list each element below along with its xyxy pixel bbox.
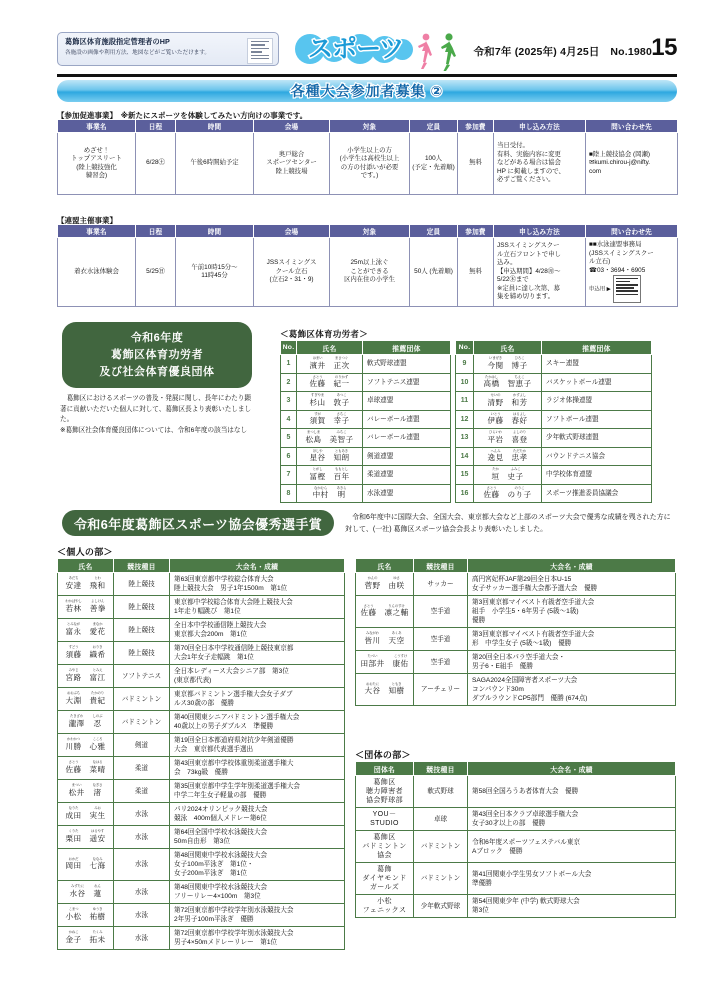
table-row (281, 392, 451, 411)
individual-rows-right (356, 573, 676, 706)
merit-pill-line-3: 及び社会体育優良団体 (99, 365, 215, 378)
cell-result: 令和6年度スポーツフェステバル東京 Aブロック 優勝 (468, 831, 676, 863)
cell-sport: バドミントン (114, 688, 170, 711)
cell-org: 剣道連盟 (363, 447, 451, 466)
cell-result: SAGA2024全国障害者スポーツ大会 コンパウンド30m ダブルラウンドCP5部門 優勝 (674点) (468, 674, 676, 706)
table-row (281, 373, 451, 392)
cell-no: 11 (456, 392, 474, 411)
cell-team-name: 葛飾区 聴力障害者 協会野球部 (356, 776, 414, 808)
col-no: No. (281, 341, 297, 355)
cell-date: 6/28㊏ (136, 133, 176, 195)
cell-name: まつい 松井 なぎさ 渚 (58, 780, 114, 803)
cell-event-name: めざせ！ トップアスリート (陸上競技強化 練習会) (58, 133, 136, 195)
table-row (58, 642, 345, 665)
cell-no: 1 (281, 355, 297, 374)
col-result: 大会名・成績 (468, 762, 676, 776)
cell-sport: バドミントン (114, 711, 170, 734)
table-row (356, 895, 676, 918)
cell-result: 東京都中学校総合体育大会陸上競技大会 1年走り幅跳び 第1位 (170, 596, 345, 619)
contact-text: ■■水泳連盟事務局 (JSSスイミングスクー ル立石) ☎03・3694・6905 (589, 241, 654, 274)
cell-result: 高円宮妃杯JAF第29回全日本U‐15 女子サッカー選手権大会都予選大会 優勝 (468, 573, 676, 596)
cell-result: 第35回東京都中学生学年別柔道選手権大会 中学二年生女子軽量の部 優勝 (170, 780, 345, 803)
masthead (0, 28, 707, 76)
cell-target: 小学生以上の方 (小学生は高校生以上 の方の付添いが必要 です。) (330, 133, 410, 195)
table-header-row (58, 120, 678, 133)
merit-body-text: 葛飾区におけるスポーツの普及・発展に関し、長年にわたり顕著に貢献いただいた個人に対して、葛飾区長より表彰いたしました。 ※葛飾区社会体育優良団体については、令和6年度の該当はなし (60, 395, 252, 434)
cell-result: 第3回東京都マイベスト有級者空手道大会 組手 小学生5・6年男子 (5級～1級) 優勝 (468, 596, 676, 628)
cell-org: 卓球連盟 (363, 392, 451, 411)
team-table (355, 761, 676, 918)
col-result: 大会名・成績 (468, 559, 676, 573)
cell-sport: 空手道 (414, 651, 468, 674)
cell-name: なかむら 中村 あきら 明 (297, 484, 363, 503)
cell-contact[interactable] (586, 238, 678, 307)
section-banner (57, 80, 677, 102)
award-pill-heading (62, 510, 334, 536)
cell-no: 14 (456, 447, 474, 466)
table-row (58, 757, 345, 780)
cell-result: 全日本レディース大会シニア部 第3位 (東京都代表) (170, 665, 345, 688)
table-row (58, 734, 345, 757)
cell-result: 第41回関東小学生男女ソフトボール大会 準優勝 (468, 863, 676, 895)
cell-sport: 空手道 (414, 596, 468, 628)
col-venue: 会場 (254, 225, 330, 238)
cell-result: 第19回全日本都道府県対抗少年剣道優勝 大会 東京都代表選手選出 (170, 734, 345, 757)
table-row (456, 429, 652, 448)
cell-name: みずたに 水谷 れん 蓮 (58, 881, 114, 904)
cell-name: たかはし 高橋 ちえこ 智恵子 (474, 373, 542, 392)
cell-apply: JSSスイミングスクー ル立石フロントで申し 込み。 【申込期間】4/28㊊～ 5/22㊍まで ※定員に達し次第、募 集を締め切ります。 (494, 238, 586, 307)
cell-sport: 卓球 (414, 808, 468, 831)
individual-table-left (57, 558, 345, 950)
cell-result: 第54回関東少年 (中学) 軟式野球大会 第3位 (468, 895, 676, 918)
cell-name: たか 垣 ふみこ 史子 (474, 466, 542, 485)
cell-sport: 水泳 (114, 826, 170, 849)
cell-name: みやじ 宮路 とみえ 富江 (58, 665, 114, 688)
merit-pill-line-2: 葛飾区体育功労者 (111, 348, 203, 361)
cell-name: せいの 清野 かずよし 和芳 (474, 392, 542, 411)
cell-sport: 空手道 (414, 628, 468, 651)
col-target: 対象 (330, 225, 410, 238)
cell-capacity: 50人 (先着順) (410, 238, 458, 307)
table-row (58, 927, 345, 950)
cell-name: さとう 佐藤 のりこ のり子 (474, 484, 542, 503)
table-row (356, 674, 676, 706)
table-row (58, 803, 345, 826)
hp-title: 葛飾区体育施設指定管理者のHP (65, 37, 170, 46)
cell-name: たきざわ 瀧澤 しのぶ 忍 (58, 711, 114, 734)
event-table-promotion (57, 119, 678, 195)
cell-org: ラジオ体操連盟 (542, 392, 652, 411)
runner-icon-pink (415, 32, 437, 70)
merit-pill-heading (62, 322, 252, 388)
table-row (356, 651, 676, 674)
table-row (281, 484, 451, 503)
cell-sport: バドミントン (414, 863, 468, 895)
table-header-row (281, 341, 451, 355)
cell-contact[interactable]: ■陸上競技協会 (岡瀬) ✉kumi.chirou-j@nifty. com (586, 133, 678, 195)
table-row (456, 410, 652, 429)
issue-date: 令和7年 (2025年) 4月25日 No.1980 (473, 46, 652, 58)
col-name: 氏名 (297, 341, 363, 355)
col-venue: 会場 (254, 120, 330, 133)
cell-result: 第20回全日本パラ空手道大会・ 男子6・E組手 優勝 (468, 651, 676, 674)
cell-name: くりた 栗田 はるやす 遥安 (58, 826, 114, 849)
cell-name: かんの 菅野 ゆさ 由咲 (356, 573, 414, 596)
qr-code-icon (247, 38, 273, 64)
col-result: 大会名・成績 (170, 559, 345, 573)
individual-section-title: ＜個人の部＞ (57, 547, 113, 557)
team-rows (356, 776, 676, 918)
cell-name: おおぶち 大淵 たかのり 貴紀 (58, 688, 114, 711)
cell-team-name: 小松 フェニックス (356, 895, 414, 918)
cell-name: おかだ 岡田 ななみ 七海 (58, 849, 114, 881)
col-apply: 申し込み方法 (494, 225, 586, 238)
cell-name: こまつ 小松 ゆうき 祐樹 (58, 904, 114, 927)
table-row (456, 392, 652, 411)
award-body-text: 令和6年度中に国際大会、全国大会、東京都大会など上部のスポーツ大会で優秀な成績を残された方に対して、(一社) 葛飾区スポーツ協会会長より表彰いたしました。 (345, 514, 671, 533)
cell-sport: 陸上競技 (114, 642, 170, 665)
cell-no: 2 (281, 373, 297, 392)
table-row (281, 466, 451, 485)
cell-org: バレーボール連盟 (363, 410, 451, 429)
individual-table-right (355, 558, 676, 706)
merit-table-left (280, 340, 451, 503)
cell-event-name: 着衣水泳体験会 (58, 238, 136, 307)
col-capacity: 定員 (410, 120, 458, 133)
cell-sport: 軟式野球 (414, 776, 468, 808)
cell-result: 第70回全日本中学校通信陸上競技東京都 大会1年女子走幅跳 第1位 (170, 642, 345, 665)
cell-fee: 無料 (458, 133, 494, 195)
col-sport: 競技種目 (414, 559, 468, 573)
col-time: 時間 (176, 225, 254, 238)
cell-sport: 陸上競技 (114, 596, 170, 619)
cell-name: へんみ 逸見 ただたか 忠孝 (474, 447, 542, 466)
cell-result: 第72回東京都中学校学年別水泳競技大会 男子4×50mメドレーリレー 第1位 (170, 927, 345, 950)
table-row (356, 628, 676, 651)
cell-sport: 水泳 (114, 881, 170, 904)
cell-sport: サッカー (414, 573, 468, 596)
cell-no: 12 (456, 410, 474, 429)
cell-no: 13 (456, 429, 474, 448)
cell-sport: 水泳 (114, 927, 170, 950)
table-row (281, 410, 451, 429)
cell-name: みながわ 皆川 あくあ 天空 (356, 628, 414, 651)
table-row (58, 826, 345, 849)
cell-result: 第64回全国中学校水泳競技大会 50m自由形 第3位 (170, 826, 345, 849)
table-header-row (58, 225, 678, 238)
cell-org: 水泳連盟 (363, 484, 451, 503)
merit-table-right (455, 340, 652, 503)
cell-org: スキー連盟 (542, 355, 652, 374)
cell-sport: 柔道 (114, 757, 170, 780)
col-sport: 競技種目 (114, 559, 170, 573)
cell-name: ひらいわ 平岩 よしのり 喜登 (474, 429, 542, 448)
table-row (58, 849, 345, 881)
col-time: 時間 (176, 120, 254, 133)
cell-org: 柔道連盟 (363, 466, 451, 485)
cell-team-name: 葛飾区 バドミントン 協会 (356, 831, 414, 863)
cell-sport: 水泳 (114, 904, 170, 927)
table-row (356, 776, 676, 808)
cell-no: 16 (456, 484, 474, 503)
table-row (281, 355, 451, 374)
cell-no: 9 (456, 355, 474, 374)
cell-name: いまぜき 今関 ひろこ 博子 (474, 355, 542, 374)
cell-name: かねこ 金子 たくみ 拓未 (58, 927, 114, 950)
col-event-name: 事業名 (58, 120, 136, 133)
cell-capacity: 100人 (予定・先着順) (410, 133, 458, 195)
table-header-row (356, 762, 676, 776)
cell-name: さとう 佐藤 りんのすけ 凛之輔 (356, 596, 414, 628)
table-row (456, 355, 652, 374)
merit-rows-left (281, 355, 451, 503)
table-row (58, 619, 345, 642)
cell-sport: バドミントン (414, 831, 468, 863)
cell-result: 第3回東京都マイベスト有級者空手道大会 形 中学生女子 (5級～1級) 優勝 (468, 628, 676, 651)
cell-name: すが 須賀 さちこ 幸子 (297, 410, 363, 429)
cell-no: 15 (456, 466, 474, 485)
cell-no: 8 (281, 484, 297, 503)
col-org: 推薦団体 (363, 341, 451, 355)
cell-org: 中学校体育連盟 (542, 466, 652, 485)
cell-no: 4 (281, 410, 297, 429)
cell-sport: 少年軟式野球 (414, 895, 468, 918)
qr-caption: 申込⽤ ▶ (589, 286, 611, 293)
cell-venue: JSSスイミングス クール立石 (立石2・31・9) (254, 238, 330, 307)
cell-name: たべい 田部井 こうすけ 康佑 (356, 651, 414, 674)
col-target: 対象 (330, 120, 410, 133)
cell-sport: 陸上競技 (114, 619, 170, 642)
logo-text: スポーツ (307, 35, 403, 63)
sports-logo (293, 28, 418, 70)
cell-name: すどう 須藤 おりき 織希 (58, 642, 114, 665)
table-row (58, 238, 678, 307)
cell-result: 東京都バドミントン選手権大会女子ダブ ルス30歳の部 優勝 (170, 688, 345, 711)
table-row (281, 447, 451, 466)
event-table-1-label: 【参加促進事業】 ※新たにスポーツを体験してみたい方向けの事業です。 (57, 111, 308, 120)
table-row (58, 596, 345, 619)
cell-name: ほしや 星谷 ともあき 知朗 (297, 447, 363, 466)
merit-rows-right (456, 355, 652, 503)
cell-name: わかばやし 若林 よしけん 善拳 (58, 596, 114, 619)
cell-no: 5 (281, 429, 297, 448)
section-banner-title: 各種大会参加者募集 ② (290, 83, 444, 99)
cell-apply: 当日受付。 有料、実施内容に変更 などがある場合は協会 HP に掲載しますので、 必ずご覧ください。 (494, 133, 586, 195)
cell-name: とがし 冨樫 ももとし 百年 (297, 466, 363, 485)
table-row (58, 133, 678, 195)
table-row (58, 780, 345, 803)
cell-sport: アーチェリー (414, 674, 468, 706)
cell-sport: ソフトテニス (114, 665, 170, 688)
cell-org: バスケットボール連盟 (542, 373, 652, 392)
event-table-2-label: 【連盟主催事業】 (57, 216, 117, 225)
cell-venue: 奥戸総合 スポーツセンター 陸上競技場 (254, 133, 330, 195)
table-header-row (58, 559, 345, 573)
table-row (58, 688, 345, 711)
col-no: No. (456, 341, 474, 355)
table-row (58, 711, 345, 734)
cell-sport: 剣道 (114, 734, 170, 757)
table-row (456, 373, 652, 392)
table-row (456, 466, 652, 485)
award-pill-label: 令和6年度葛飾区スポーツ協会優秀選手賞 (73, 516, 323, 532)
col-contact: 問い合わせ先 (586, 225, 678, 238)
cell-no: 6 (281, 447, 297, 466)
cell-org: ソフトボール連盟 (542, 410, 652, 429)
cell-team-name: YOU－ STUDIO (356, 808, 414, 831)
cell-sport: 柔道 (114, 780, 170, 803)
merit-pill-line-1: 令和6年度 (130, 331, 184, 344)
cell-sport: 水泳 (114, 803, 170, 826)
table-row (281, 429, 451, 448)
runner-icon-green (437, 32, 461, 72)
table-row (58, 904, 345, 927)
individual-rows-left (58, 573, 345, 950)
table-row (456, 484, 652, 503)
cell-name: さとう 佐藤 のりかず 紀一 (297, 373, 363, 392)
col-event-name: 事業名 (58, 225, 136, 238)
event-table-federation (57, 224, 678, 307)
cell-result: 第58回全国ろうあ者体育大会 優勝 (468, 776, 676, 808)
table-row (456, 447, 652, 466)
cell-org: スポーツ推進委員協議会 (542, 484, 652, 503)
cell-team-name: 葛飾 ダイヤモンド ガールズ (356, 863, 414, 895)
cell-name: いとう 伊藤 はるよし 春好 (474, 410, 542, 429)
cell-name: まつしま 松島 みちこ 美智子 (297, 429, 363, 448)
cell-sport: 水泳 (114, 849, 170, 881)
table-row (356, 808, 676, 831)
cell-result: 第48回関東中学校水泳競技大会 フリーリレー4×100m 第3位 (170, 881, 345, 904)
table-row (356, 596, 676, 628)
cell-sport: 陸上競技 (114, 573, 170, 596)
table-row (58, 573, 345, 596)
cell-result: 第48回関東中学校水泳競技大会 女子100m平泳ぎ 第1位・ 女子200m平泳ぎ 第1位 (170, 849, 345, 881)
table-row (356, 863, 676, 895)
cell-org: バウンドテニス協会 (542, 447, 652, 466)
merit-table-title: ＜葛飾区体育功労者＞ (280, 329, 369, 339)
col-team-name: 団体名 (356, 762, 414, 776)
cell-result: 第63回東京都中学校総合体育大会 陸上競技大会 男子1年1500m 第1位 (170, 573, 345, 596)
cell-date: 5/25㊐ (136, 238, 176, 307)
cell-result: 全日本中学校通信陸上競技大会 東京都大会200m 第1位 (170, 619, 345, 642)
cell-org: ソフトテニス連盟 (363, 373, 451, 392)
col-fee: 参加費 (458, 225, 494, 238)
col-name: 氏名 (58, 559, 114, 573)
col-fee: 参加費 (458, 120, 494, 133)
col-org: 推薦団体 (542, 341, 652, 355)
cell-name: とみなが 富永 まなか 愛花 (58, 619, 114, 642)
cell-name: はまい 濱井 まさつぐ 正次 (297, 355, 363, 374)
table-header-row (356, 559, 676, 573)
cell-time: 午前10時15分～ 11時45分 (176, 238, 254, 307)
cell-name: さとう 佐藤 なはる 菜晴 (58, 757, 114, 780)
cell-org: バレーボール連盟 (363, 429, 451, 448)
col-capacity: 定員 (410, 225, 458, 238)
page-number: 15 (651, 34, 677, 61)
cell-result: 第72回東京都中学校学年別水泳競技大会 2年男子100m平泳ぎ 優勝 (170, 904, 345, 927)
col-contact: 問い合わせ先 (586, 120, 678, 133)
col-date: 日程 (136, 120, 176, 133)
cell-result: 第43回東京都中学校体重別柔道選手権大 会 73kg級 優勝 (170, 757, 345, 780)
cell-no: 3 (281, 392, 297, 411)
col-apply: 申し込み方法 (494, 120, 586, 133)
hp-info-box[interactable] (57, 32, 279, 66)
masthead-divider (57, 74, 677, 77)
table-row (356, 573, 676, 596)
cell-name: なりた 成田 みお 実生 (58, 803, 114, 826)
cell-name: かわかつ 川勝 こころ 心雅 (58, 734, 114, 757)
cell-name: あだち 安達 とわ 飛和 (58, 573, 114, 596)
application-qr-icon[interactable] (613, 275, 641, 303)
table-row (356, 831, 676, 863)
team-section-title: ＜団体の部＞ (355, 750, 411, 760)
cell-result: 第43回全日本クラブ卓球選手権大会 女子30才以上の部 優勝 (468, 808, 676, 831)
cell-org: 少年軟式野球連盟 (542, 429, 652, 448)
cell-name: すぎやま 杉山 あつこ 敦子 (297, 392, 363, 411)
cell-result: 第40回関東シニアバドミントン選手権大会 40歳以上の男子ダブルス 準優勝 (170, 711, 345, 734)
col-name: 氏名 (356, 559, 414, 573)
cell-no: 7 (281, 466, 297, 485)
hp-subtitle: 各施設の画像や利用方法、地図などがご覧いただけます。 (65, 50, 210, 56)
table-row (58, 881, 345, 904)
cell-name: おおたに 大谷 ともき 知樹 (356, 674, 414, 706)
cell-result: パリ2024オリンピック競技大会 競泳 400m個人メドレー第6位 (170, 803, 345, 826)
cell-org: 軟式野球連盟 (363, 355, 451, 374)
cell-target: 25m以上泳ぐ ことができる 区内在住の小学生 (330, 238, 410, 307)
cell-fee: 無料 (458, 238, 494, 307)
table-header-row (456, 341, 652, 355)
col-sport: 競技種目 (414, 762, 468, 776)
cell-no: 10 (456, 373, 474, 392)
col-name: 氏名 (474, 341, 542, 355)
table-row (58, 665, 345, 688)
col-date: 日程 (136, 225, 176, 238)
cell-time: 午後6時開始予定 (176, 133, 254, 195)
